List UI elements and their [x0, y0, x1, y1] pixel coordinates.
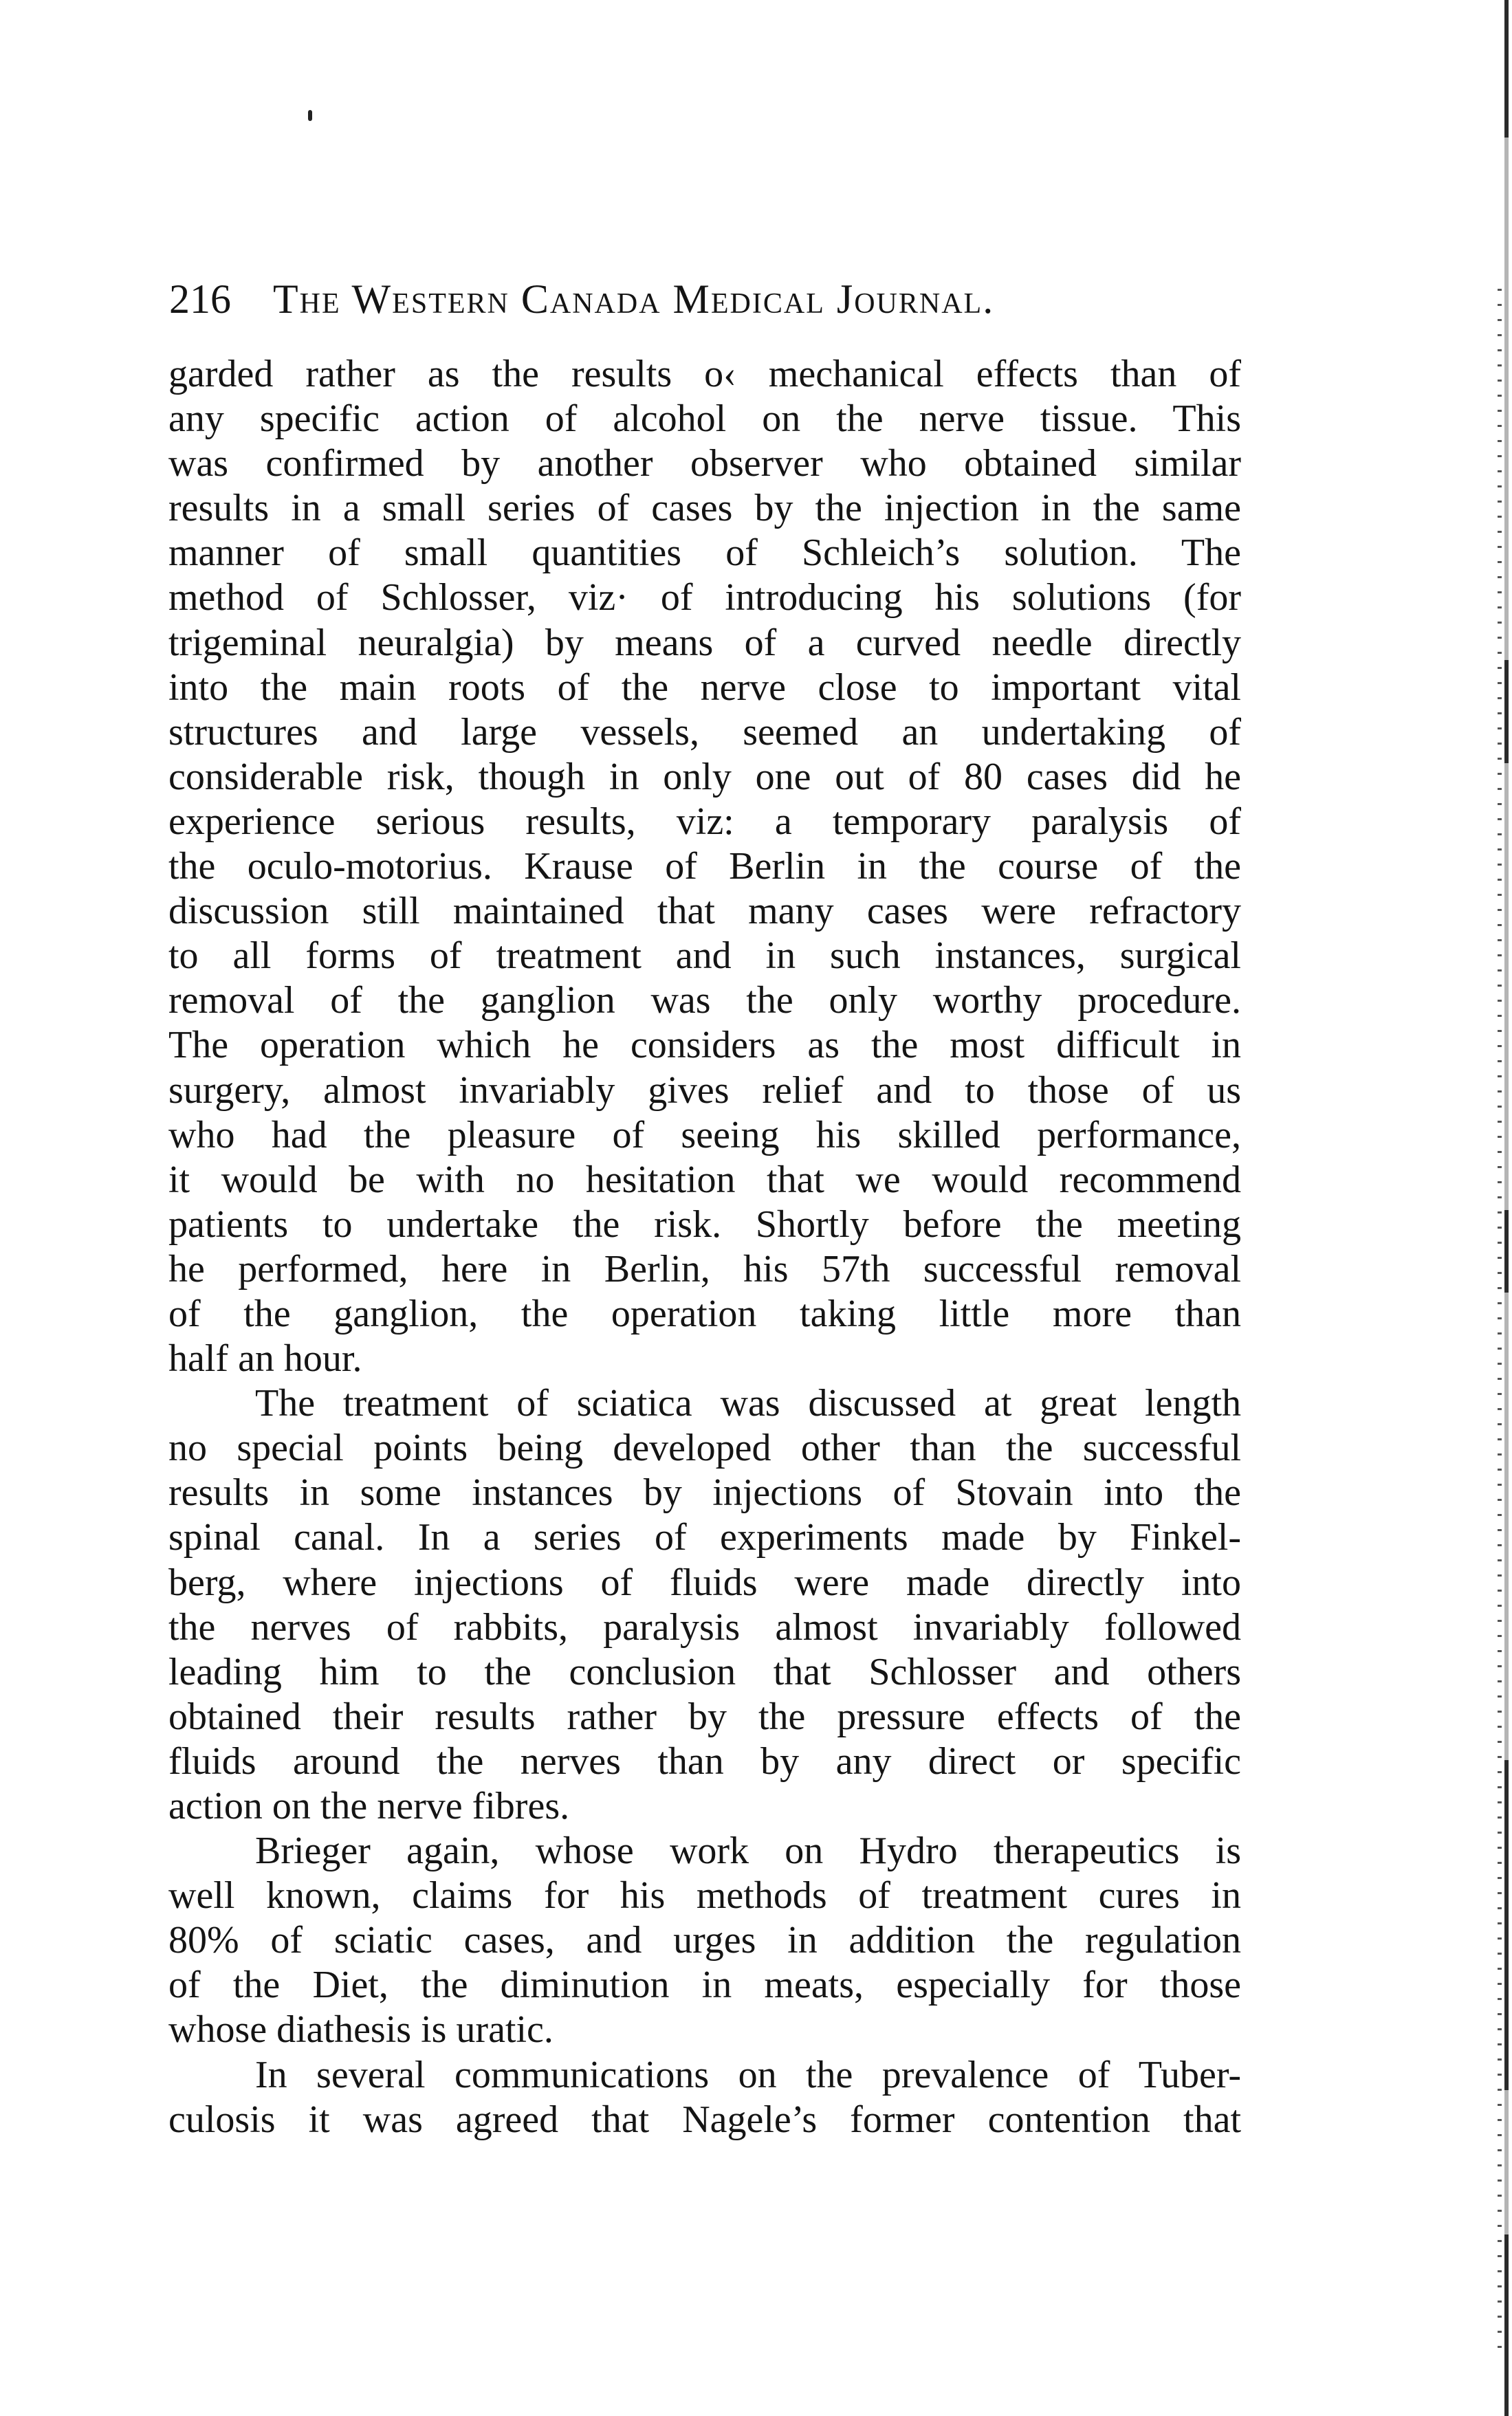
text-line: trigeminal neuralgia) by means of a curved needle directly	[168, 621, 1241, 664]
text-line: patients to undertake the risk. Shortly before the meeting	[168, 1202, 1241, 1246]
binding-edge-strip	[1504, 2234, 1509, 2416]
text-line: was confirmed by another observer who obtained similar	[168, 442, 1241, 485]
text-line: into the main roots of the nerve close to important vital	[168, 666, 1241, 709]
text-line: 80% of sciatic cases, and urges in addition the regulation	[168, 1919, 1241, 1962]
text-line: any specific action of alcohol on the nerve tissue. This	[168, 397, 1241, 441]
binding-edge-specks	[1498, 289, 1502, 2351]
text-line: garded rather as the results o‹ mechanical effects than of	[168, 353, 1241, 395]
page-header	[169, 272, 1242, 327]
body-text	[168, 352, 1241, 2142]
text-line: half an hour.	[168, 1337, 362, 1381]
text-line: who had the pleasure of seeing his skilled performance,	[168, 1113, 1241, 1156]
text-line: culosis it was agreed that Nagele’s former contention that	[168, 2098, 1241, 2141]
text-line: structures and large vessels, seemed an undertaking of	[168, 710, 1241, 754]
text-line: spinal canal. In a series of experiments made by Finkel-	[168, 1516, 1241, 1559]
text-line: of the Diet, the diminution in meats, especially for those	[168, 1964, 1241, 2007]
text-line: In several communications on the prevalence of Tuber-	[255, 2053, 1241, 2096]
stray-ink-mark	[308, 110, 312, 121]
binding-edge-strip	[1504, 0, 1509, 138]
text-line: results in a small series of cases by the injection in the same	[168, 487, 1241, 530]
text-line: The operation which he considers as the most difficult in	[168, 1024, 1241, 1067]
text-line: experience serious results, viz: a temporary paralysis of	[168, 800, 1241, 843]
text-line: discussion still maintained that many cases were refractory	[168, 890, 1241, 933]
text-line: obtained their results rather by the pressure effects of the	[168, 1695, 1241, 1738]
text-line: of the ganglion, the operation taking little more than	[168, 1292, 1241, 1335]
page-number: 216	[169, 276, 231, 322]
text-line: manner of small quantities of Schleich’s solution. The	[168, 531, 1241, 575]
text-line: results in some instances by injections of Stovain into the	[168, 1471, 1241, 1515]
text-line: the nerves of rabbits, paralysis almost invariably followed	[168, 1605, 1241, 1649]
binding-edge-strip	[1504, 1760, 1509, 2090]
binding-edge-shadow	[1496, 0, 1512, 2416]
text-line: well known, claims for his methods of treatment cures in	[168, 1874, 1241, 1918]
running-title: The Western Canada Medical Journal.	[273, 276, 995, 322]
text-line: the oculo-motorius. Krause of Berlin in the course of the	[168, 845, 1241, 888]
binding-edge-strip	[1504, 1210, 1509, 1293]
text-line: removal of the ganglion was the only worthy procedure.	[168, 979, 1241, 1022]
text-line: surgery, almost invariably gives relief and to those of us	[168, 1068, 1241, 1112]
text-line: method of Schlosser, viz· of introducing his solutions (for	[168, 576, 1241, 619]
text-line: no special points being developed other than the successful	[168, 1427, 1241, 1470]
binding-edge-strip	[1504, 660, 1509, 763]
text-line: considerable risk, though in only one out of 80 cases did he	[168, 755, 1241, 798]
text-line: The treatment of sciatica was discussed at great length	[255, 1382, 1241, 1425]
text-line: Brieger again, whose work on Hydro therapeutics is	[255, 1830, 1241, 1873]
text-line: leading him to the conclusion that Schlosser and others	[168, 1650, 1241, 1693]
text-line: it would be with no hesitation that we would recommend	[168, 1158, 1241, 1201]
text-line: berg, where injections of fluids were made directly into	[168, 1561, 1241, 1604]
text-line: he performed, here in Berlin, his 57th successful removal	[168, 1247, 1241, 1291]
text-line: fluids around the nerves than by any direct or specific	[168, 1739, 1241, 1783]
text-line: to all forms of treatment and in such instances, surgical	[168, 934, 1241, 978]
text-line: action on the nerve fibres.	[168, 1785, 570, 1827]
text-line: whose diathesis is uratic.	[168, 2008, 554, 2052]
